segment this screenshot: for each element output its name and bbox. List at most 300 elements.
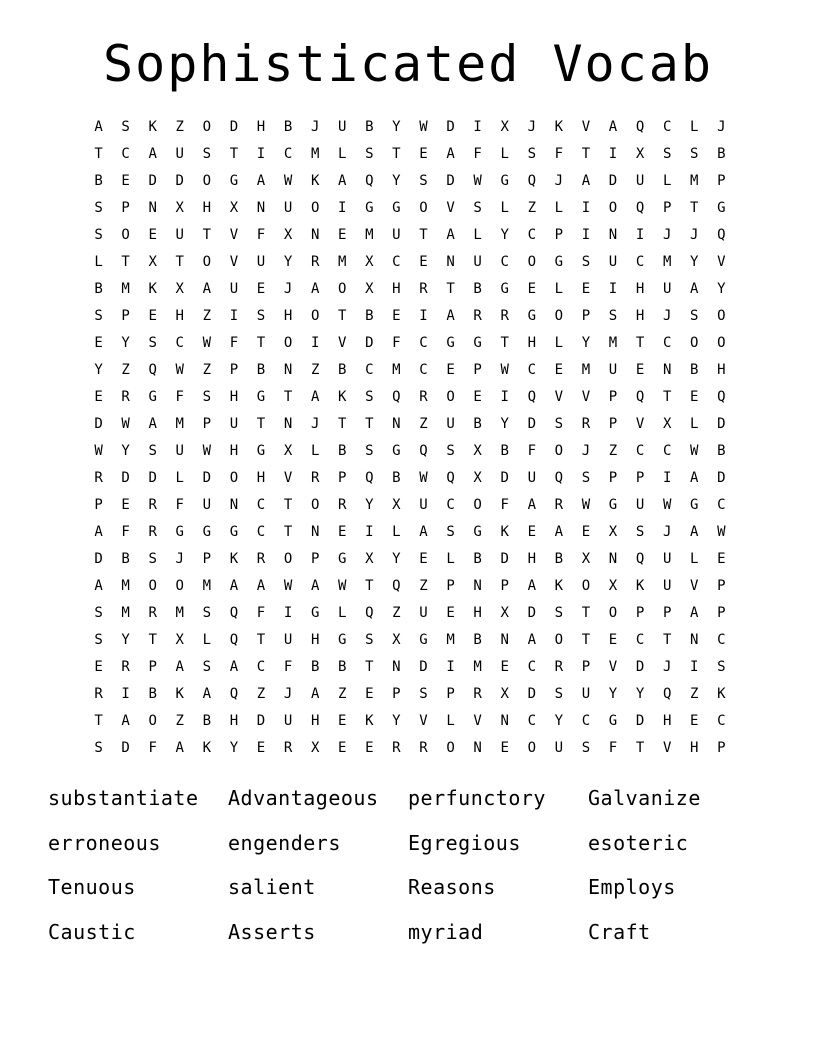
grid-letter: X <box>392 496 401 513</box>
grid-letter: W <box>283 577 293 594</box>
grid-letter: C <box>527 226 536 243</box>
grid-letter: E <box>419 145 428 162</box>
word-list-row <box>48 910 768 955</box>
grid-letter: D <box>527 604 536 621</box>
grid-letter: R <box>310 469 320 486</box>
grid-letter: U <box>662 577 672 594</box>
grid-letter: T <box>635 334 645 351</box>
grid-letter: O <box>473 496 482 513</box>
grid-letter: B <box>338 361 347 378</box>
grid-letter: N <box>392 415 401 432</box>
grid-letter: P <box>635 604 645 621</box>
grid-letter: B <box>202 712 212 729</box>
word-item: Reasons <box>408 875 496 900</box>
grid-letter: N <box>662 361 672 378</box>
grid-letter: U <box>392 226 401 243</box>
grid-letter: U <box>175 145 184 162</box>
grid-letter: A <box>229 658 239 675</box>
grid-letter: E <box>94 658 103 675</box>
grid-letter: T <box>202 226 212 243</box>
grid-letter: R <box>473 685 482 702</box>
grid-letter: I <box>581 226 591 243</box>
grid-letter: S <box>717 658 726 675</box>
grid-letter: O <box>554 631 564 648</box>
grid-letter: E <box>338 226 347 243</box>
word-item: Craft <box>588 920 651 945</box>
grid-letter: L <box>392 523 401 540</box>
grid-letter: J <box>310 118 320 135</box>
grid-letter: X <box>500 118 509 135</box>
grid-letter: L <box>473 226 482 243</box>
grid-letter: P <box>229 361 239 378</box>
grid-letter: G <box>690 496 699 513</box>
grid-letter: L <box>500 199 509 216</box>
grid-row <box>85 302 735 329</box>
grid-letter: D <box>717 469 726 486</box>
grid-letter: T <box>365 577 374 594</box>
grid-letter: B <box>473 550 482 567</box>
grid-letter: Q <box>527 172 536 189</box>
grid-row <box>85 680 735 707</box>
grid-letter: C <box>527 658 536 675</box>
grid-letter: D <box>527 685 536 702</box>
grid-letter: G <box>608 712 618 729</box>
grid-letter: M <box>121 604 130 621</box>
grid-letter: E <box>717 550 726 567</box>
grid-letter: R <box>256 550 266 567</box>
grid-letter: S <box>662 145 672 162</box>
word-item: Advantageous <box>228 786 379 811</box>
grid-letter: A <box>554 523 564 540</box>
grid-letter: I <box>283 604 293 621</box>
grid-letter: I <box>338 199 347 216</box>
grid-letter: H <box>635 280 645 297</box>
grid-letter: D <box>500 469 509 486</box>
grid-letter: N <box>500 631 509 648</box>
grid-letter: R <box>148 604 157 621</box>
word-item: Egregious <box>408 830 521 855</box>
grid-letter: O <box>527 739 536 756</box>
grid-letter: M <box>365 226 374 243</box>
grid-letter: N <box>283 361 293 378</box>
grid-letter: B <box>310 658 320 675</box>
grid-letter: Y <box>283 253 293 270</box>
grid-letter: G <box>175 523 184 540</box>
grid-letter: O <box>202 253 212 270</box>
grid-letter: M <box>175 415 184 432</box>
grid-letter: V <box>581 118 591 135</box>
grid-letter: S <box>690 145 699 162</box>
word-list <box>48 776 768 954</box>
grid-letter: N <box>256 199 266 216</box>
grid-letter: O <box>527 253 536 270</box>
grid-letter: O <box>310 307 320 324</box>
grid-letter: X <box>283 226 293 243</box>
grid-letter: R <box>554 496 564 513</box>
grid-letter: S <box>446 523 455 540</box>
grid-letter: V <box>473 712 482 729</box>
grid-letter: M <box>392 361 401 378</box>
grid-letter: C <box>717 712 726 729</box>
grid-letter: D <box>365 334 374 351</box>
grid-letter: J <box>175 550 184 567</box>
grid-letter: X <box>473 442 482 459</box>
grid-letter: Y <box>121 442 130 459</box>
grid-letter: Y <box>581 334 591 351</box>
grid-letter: F <box>175 388 184 405</box>
grid-letter: A <box>94 577 103 594</box>
grid-letter: U <box>338 118 347 135</box>
word-list-row <box>48 821 768 866</box>
grid-letter: U <box>175 226 184 243</box>
grid-letter: Q <box>229 631 239 648</box>
grid-letter: C <box>419 361 428 378</box>
grid-letter: C <box>662 334 672 351</box>
grid-row <box>85 437 735 464</box>
grid-letter: S <box>581 469 591 486</box>
grid-letter: L <box>554 280 564 297</box>
grid-letter: P <box>717 577 726 594</box>
grid-letter: S <box>527 145 536 162</box>
grid-letter: R <box>419 388 428 405</box>
grid-letter: B <box>256 361 266 378</box>
grid-letter: E <box>365 685 374 702</box>
grid-letter: T <box>338 307 347 324</box>
grid-letter: C <box>527 361 536 378</box>
grid-letter: B <box>94 280 103 297</box>
grid-letter: V <box>229 226 239 243</box>
grid-letter: M <box>608 334 618 351</box>
grid-letter: B <box>717 442 726 459</box>
grid-letter: A <box>527 631 536 648</box>
grid-letter: A <box>121 712 130 729</box>
grid-letter: N <box>500 712 509 729</box>
grid-letter: A <box>202 685 212 702</box>
word-item: Tenuous <box>48 875 136 900</box>
grid-letter: J <box>662 307 672 324</box>
grid-letter: R <box>500 307 509 324</box>
grid-letter: E <box>500 739 509 756</box>
grid-letter: V <box>581 388 591 405</box>
grid-row <box>85 356 735 383</box>
grid-letter: D <box>175 172 184 189</box>
grid-letter: U <box>554 739 564 756</box>
grid-letter: B <box>148 685 157 702</box>
grid-letter: K <box>554 118 564 135</box>
grid-letter: T <box>446 280 455 297</box>
grid-letter: I <box>473 118 482 135</box>
grid-letter: Q <box>365 604 374 621</box>
grid-letter: P <box>392 685 401 702</box>
grid-letter: I <box>256 145 266 162</box>
grid-letter: V <box>635 415 645 432</box>
grid-letter: O <box>338 280 347 297</box>
grid-letter: W <box>202 442 212 459</box>
grid-letter: I <box>608 280 618 297</box>
grid-letter: G <box>500 280 509 297</box>
grid-letter: C <box>581 712 591 729</box>
grid-letter: T <box>365 658 374 675</box>
grid-letter: A <box>148 145 157 162</box>
grid-letter: Q <box>148 361 157 378</box>
grid-letter: Y <box>392 712 401 729</box>
grid-letter: O <box>202 118 212 135</box>
grid-letter: E <box>473 388 482 405</box>
grid-letter: I <box>608 145 618 162</box>
grid-letter: A <box>446 307 455 324</box>
grid-letter: F <box>608 739 618 756</box>
grid-letter: E <box>446 604 455 621</box>
grid-row <box>85 626 735 653</box>
grid-letter: L <box>500 145 509 162</box>
grid-letter: O <box>554 307 564 324</box>
grid-letter: Y <box>392 118 401 135</box>
grid-letter: P <box>608 415 618 432</box>
grid-letter: P <box>717 604 726 621</box>
grid-letter: D <box>202 469 212 486</box>
grid-letter: M <box>310 145 320 162</box>
grid-letter: S <box>365 145 374 162</box>
grid-letter: P <box>662 604 672 621</box>
grid-letter: O <box>717 334 726 351</box>
grid-letter: F <box>121 523 130 540</box>
grid-letter: A <box>94 523 103 540</box>
word-item: Asserts <box>228 920 316 945</box>
grid-letter: Y <box>365 496 374 513</box>
grid-letter: A <box>256 172 266 189</box>
grid-letter: N <box>446 253 455 270</box>
grid-letter: J <box>527 118 536 135</box>
grid-letter: Q <box>392 577 401 594</box>
grid-letter: Y <box>392 550 401 567</box>
grid-letter: G <box>554 253 564 270</box>
grid-letter: S <box>202 604 212 621</box>
grid-letter: Y <box>690 253 699 270</box>
grid-letter: A <box>175 658 184 675</box>
grid-letter: K <box>717 685 726 702</box>
word-list-row <box>48 776 768 821</box>
grid-letter: Z <box>690 685 699 702</box>
grid-row <box>85 545 735 572</box>
grid-letter: G <box>338 631 347 648</box>
grid-letter: R <box>581 415 591 432</box>
grid-letter: Z <box>121 361 130 378</box>
grid-letter: C <box>717 496 726 513</box>
grid-letter: T <box>662 388 672 405</box>
word-item: substantiate <box>48 786 199 811</box>
grid-letter: M <box>581 361 591 378</box>
grid-letter: U <box>581 685 591 702</box>
grid-letter: Z <box>392 604 401 621</box>
grid-letter: U <box>283 712 293 729</box>
grid-letter: A <box>148 415 157 432</box>
grid-letter: S <box>121 118 130 135</box>
grid-letter: O <box>283 334 293 351</box>
grid-letter: O <box>148 712 157 729</box>
grid-letter: W <box>500 361 509 378</box>
grid-letter: T <box>419 226 428 243</box>
grid-letter: A <box>229 577 239 594</box>
grid-letter: O <box>310 496 320 513</box>
grid-letter: H <box>202 199 212 216</box>
grid-letter: O <box>581 577 591 594</box>
grid-row <box>85 599 735 626</box>
grid-letter: Q <box>662 685 672 702</box>
grid-letter: L <box>554 199 564 216</box>
grid-letter: G <box>717 199 726 216</box>
grid-letter: L <box>94 253 103 270</box>
word-item: myriad <box>408 920 484 945</box>
grid-letter: Z <box>527 199 536 216</box>
grid-letter: Z <box>310 361 320 378</box>
word-item: erroneous <box>48 830 161 855</box>
grid-letter: B <box>338 442 347 459</box>
grid-letter: L <box>690 415 699 432</box>
grid-row <box>85 410 735 437</box>
grid-letter: S <box>365 442 374 459</box>
grid-letter: H <box>527 334 536 351</box>
grid-row <box>85 113 735 140</box>
grid-letter: S <box>365 631 374 648</box>
grid-letter: N <box>310 226 320 243</box>
grid-letter: C <box>256 658 266 675</box>
grid-letter: H <box>392 280 401 297</box>
grid-letter: W <box>473 172 482 189</box>
grid-letter: U <box>256 253 266 270</box>
grid-letter: S <box>94 631 103 648</box>
grid-letter: F <box>256 604 266 621</box>
grid-letter: P <box>717 739 726 756</box>
grid-letter: O <box>717 307 726 324</box>
grid-letter: E <box>527 280 536 297</box>
grid-letter: O <box>229 469 239 486</box>
grid-letter: E <box>608 631 618 648</box>
grid-letter: K <box>338 388 347 405</box>
grid-letter: C <box>121 145 130 162</box>
grid-letter: H <box>690 739 699 756</box>
grid-letter: Q <box>635 388 645 405</box>
grid-letter: S <box>419 172 428 189</box>
grid-letter: S <box>581 739 591 756</box>
grid-letter: C <box>635 442 645 459</box>
grid-letter: D <box>94 550 103 567</box>
grid-letter: Q <box>365 172 374 189</box>
grid-letter: U <box>608 361 618 378</box>
grid-letter: C <box>419 334 428 351</box>
grid-letter: O <box>283 550 293 567</box>
grid-letter: X <box>365 280 374 297</box>
grid-letter: S <box>365 388 374 405</box>
grid-letter: D <box>419 658 428 675</box>
grid-letter: S <box>256 307 266 324</box>
grid-letter: A <box>338 172 347 189</box>
grid-letter: K <box>229 550 239 567</box>
grid-letter: S <box>94 739 103 756</box>
grid-letter: W <box>419 469 428 486</box>
grid-letter: F <box>473 145 482 162</box>
grid-letter: Y <box>500 415 509 432</box>
grid-letter: K <box>635 577 645 594</box>
grid-letter: V <box>283 469 293 486</box>
grid-letter: G <box>392 199 401 216</box>
grid-letter: P <box>338 469 347 486</box>
grid-letter: V <box>690 577 699 594</box>
grid-letter: W <box>121 415 130 432</box>
grid-letter: G <box>229 523 239 540</box>
grid-letter: X <box>283 442 293 459</box>
grid-letter: U <box>473 253 482 270</box>
grid-row <box>85 491 735 518</box>
word-item: perfunctory <box>408 786 546 811</box>
grid-letter: T <box>256 334 266 351</box>
grid-letter: P <box>121 307 130 324</box>
grid-letter: A <box>608 118 618 135</box>
grid-letter: S <box>202 145 212 162</box>
grid-letter: F <box>527 442 536 459</box>
grid-letter: T <box>662 631 672 648</box>
grid-letter: G <box>608 496 618 513</box>
grid-letter: A <box>256 577 266 594</box>
grid-letter: F <box>392 334 401 351</box>
grid-letter: S <box>94 604 103 621</box>
grid-letter: C <box>392 253 401 270</box>
grid-letter: O <box>202 172 212 189</box>
grid-letter: W <box>202 334 212 351</box>
grid-letter: V <box>338 334 347 351</box>
grid-letter: J <box>690 226 699 243</box>
grid-letter: D <box>229 118 239 135</box>
grid-letter: E <box>256 280 266 297</box>
grid-letter: Y <box>94 361 103 378</box>
grid-letter: W <box>662 496 672 513</box>
grid-letter: E <box>581 280 591 297</box>
grid-letter: O <box>608 604 618 621</box>
grid-letter: Z <box>419 577 428 594</box>
grid-letter: S <box>690 307 699 324</box>
grid-letter: A <box>310 280 320 297</box>
grid-letter: P <box>554 226 564 243</box>
grid-letter: I <box>310 334 320 351</box>
letter-grid <box>85 113 735 761</box>
grid-letter: W <box>690 442 699 459</box>
grid-row <box>85 653 735 680</box>
grid-letter: B <box>365 118 374 135</box>
grid-letter: Q <box>635 118 645 135</box>
grid-letter: R <box>419 739 428 756</box>
grid-row <box>85 707 735 734</box>
grid-letter: R <box>554 658 564 675</box>
grid-letter: I <box>635 226 645 243</box>
grid-letter: B <box>500 442 509 459</box>
grid-letter: P <box>608 469 618 486</box>
grid-letter: Z <box>202 307 212 324</box>
grid-letter: A <box>690 523 699 540</box>
grid-letter: A <box>310 388 320 405</box>
grid-letter: B <box>473 631 482 648</box>
grid-letter: A <box>527 496 536 513</box>
grid-letter: N <box>283 415 293 432</box>
grid-letter: K <box>500 523 509 540</box>
grid-letter: J <box>662 226 672 243</box>
grid-letter: V <box>554 388 564 405</box>
grid-letter: K <box>310 172 320 189</box>
grid-letter: Y <box>554 712 564 729</box>
grid-letter: G <box>473 523 482 540</box>
grid-letter: L <box>338 145 347 162</box>
grid-letter: I <box>121 685 130 702</box>
word-list-row <box>48 865 768 910</box>
grid-row <box>85 464 735 491</box>
